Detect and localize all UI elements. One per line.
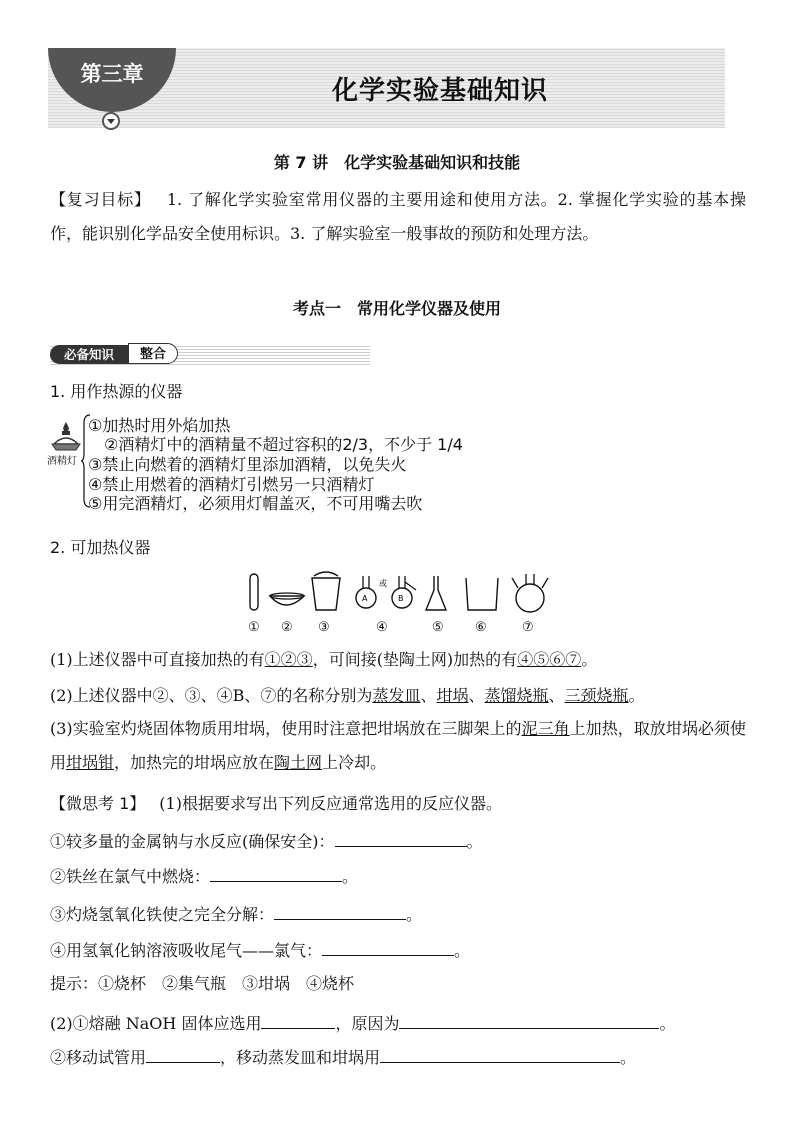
beaker-icon	[466, 578, 498, 610]
heat-source-heading: 1. 用作热源的仪器	[50, 382, 183, 401]
think-label: 【微思考 1】	[50, 794, 146, 813]
think-question-3: ②移动试管用 ，移动蒸发皿和坩埚用 。	[50, 1048, 637, 1067]
answer-blank[interactable]	[335, 832, 467, 847]
answer-blank[interactable]	[274, 905, 406, 920]
review-goals	[50, 183, 746, 251]
tag-integration: 整合	[128, 343, 178, 364]
answer-blank[interactable]	[322, 941, 454, 956]
answer-blank[interactable]	[380, 1048, 620, 1063]
answer: 泥三角	[521, 719, 570, 738]
think-item: ①较多量的金属钠与水反应(确保安全)： 。	[50, 832, 483, 851]
review-text: 1. 了解化学实验室常用仪器的主要用途和使用方法。2. 掌握化学实验的基本操作，能识别化学品安全使用标识。3. 了解实验室一般事故的预防和处理方法。	[50, 190, 746, 243]
question-2: (2)上述仪器中②、③、④B、⑦的名称分别为蒸发皿、坩埚、蒸馏烧瓶、三颈烧瓶。	[50, 686, 645, 705]
apparatus-number: ⑦	[522, 620, 534, 635]
answer-blank[interactable]	[146, 1048, 220, 1063]
lamp-rule: ①加热时用外焰加热	[88, 416, 231, 435]
question-1: (1)上述仪器中可直接加热的有①②③，可间接(垫陶土网)加热的有④⑤⑥⑦。	[50, 650, 598, 669]
review-label: 【复习目标】	[50, 190, 151, 209]
answer: ①②③	[264, 650, 313, 669]
apparatus-number: ⑥	[475, 620, 487, 635]
lamp-rule: ④禁止用燃着的酒精灯引燃另一只酒精灯	[88, 475, 375, 494]
crucible-icon	[312, 578, 340, 610]
answer-blank[interactable]	[399, 1014, 659, 1029]
think-item: ④用氢氧化钠溶液吸收尾气——氯气： 。	[50, 941, 471, 960]
question-3: (3)实验室灼烧固体物质用坩埚，使用时注意把坩埚放在三脚架上的泥三角上加热，取放坩埚必须使用坩埚钳，加热完的坩埚应放在陶土网上冷却。	[50, 719, 746, 772]
answer: ④⑤⑥⑦	[517, 650, 582, 669]
svg-text:A: A	[362, 594, 368, 603]
think-question-2: (2)①熔融 NaOH 固体应选用 ，原因为 。	[50, 1014, 676, 1033]
chapter-title: 化学实验基础知识	[332, 76, 549, 106]
tag-required-knowledge: 必备知识	[50, 345, 128, 364]
answer: 蒸馏烧瓶	[484, 686, 549, 705]
evaporating-dish-icon	[270, 596, 304, 605]
think-item: ③灼烧氢氧化铁使之完全分解： 。	[50, 905, 423, 924]
answer: 蒸发皿	[372, 686, 421, 705]
answer: 坩埚钳	[66, 753, 115, 772]
think-hint: 提示：①烧杯 ②集气瓶 ③坩埚 ④烧杯	[50, 974, 355, 993]
answer: 坩埚	[436, 686, 469, 705]
chevron-down-icon	[102, 112, 120, 130]
answer: 三颈烧瓶	[564, 686, 629, 705]
answer-blank[interactable]	[210, 867, 342, 882]
conical-flask-icon	[426, 576, 446, 610]
chapter-label: 第三章	[80, 62, 144, 86]
test-tube-icon	[250, 574, 258, 610]
apparatus-number: ④	[376, 620, 388, 635]
apparatus-figure	[240, 570, 560, 618]
think-intro: 【微思考 1】 (1)根据要求写出下列反应通常选用的反应仪器。	[50, 794, 502, 813]
think-item: ②铁丝在氯气中燃烧： 。	[50, 867, 359, 886]
lamp-rule: ③禁止向燃着的酒精灯里添加酒精，以免失火	[88, 455, 407, 474]
lamp-label: 酒精灯	[47, 456, 77, 467]
heatable-heading: 2. 可加热仪器	[50, 538, 151, 557]
svg-text:或: 或	[379, 579, 387, 588]
svg-text:B: B	[398, 594, 404, 603]
apparatus-number: ②	[281, 620, 293, 635]
three-neck-flask-icon	[516, 584, 544, 612]
lamp-rule: ⑤用完酒精灯，必须用灯帽盖灭，不可用嘴去吹	[88, 494, 423, 513]
apparatus-number: ①	[248, 620, 260, 635]
answer: 陶土网	[274, 753, 323, 772]
lamp-rule: ②酒精灯中的酒精量不超过容积的2/3，不少于 1/4	[104, 435, 463, 454]
apparatus-number: ⑤	[432, 620, 444, 635]
section-title: 考点一 常用化学仪器及使用	[292, 299, 501, 318]
answer-blank[interactable]	[261, 1014, 335, 1029]
lecture-title: 第 7 讲 化学实验基础知识和技能	[273, 153, 521, 172]
apparatus-number: ③	[318, 620, 330, 635]
